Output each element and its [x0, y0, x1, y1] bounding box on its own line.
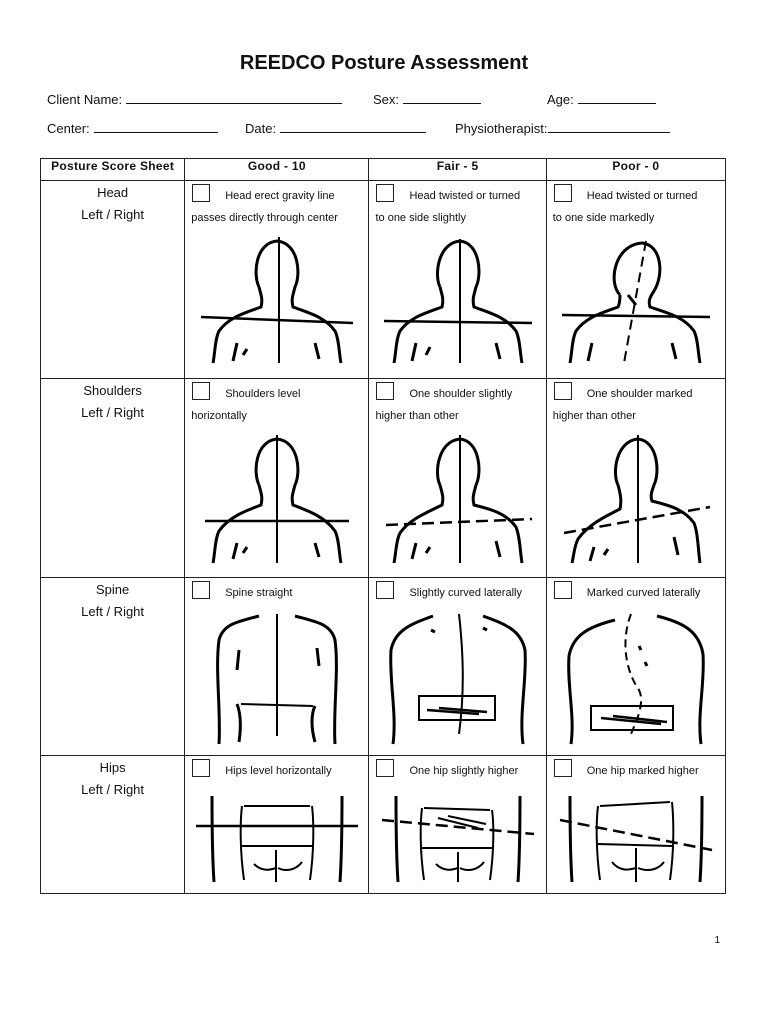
- physiotherapist-line[interactable]: [548, 120, 670, 133]
- cell-shoulders-fair: [369, 379, 546, 578]
- table-row-hips: [41, 756, 726, 894]
- checkbox-shoulders-fair[interactable]: [376, 382, 394, 400]
- age-field[interactable]: [547, 91, 656, 107]
- cell-text-line1: Marked curved laterally: [586, 587, 701, 599]
- cell-shoulders-good: [185, 379, 369, 578]
- checkbox-hips-good[interactable]: [192, 759, 210, 777]
- cell-text-line1: Spine straight: [225, 587, 293, 599]
- date-line[interactable]: [280, 120, 426, 133]
- sex-line[interactable]: [403, 91, 481, 104]
- cell-text-line1: One shoulder marked: [586, 388, 693, 400]
- center-line[interactable]: [94, 120, 218, 133]
- cell-spine-fair: [369, 578, 546, 756]
- table-header-row: [41, 159, 726, 181]
- row-title: Head: [97, 185, 129, 200]
- row-sublabel: Left / Right: [81, 604, 145, 619]
- age-label: Age:: [547, 92, 574, 107]
- sex-label: Sex:: [373, 92, 400, 107]
- cell-text-line1: Head erect gravity line: [225, 190, 335, 202]
- row-sublabel: Left / Right: [81, 782, 145, 797]
- cell-text-line1: One shoulder slightly: [409, 388, 513, 400]
- cell-text-line1: Hips level horizontally: [225, 765, 332, 777]
- cell-text-line1: One hip marked higher: [586, 765, 699, 777]
- page-number: 1: [714, 935, 720, 946]
- client-name-label: Client Name:: [47, 92, 123, 107]
- spine-poor-figure: [547, 610, 725, 750]
- cell-text-line2: higher than other: [552, 410, 636, 422]
- cell-text-line2: to one side markedly: [552, 212, 655, 224]
- head-good-figure: [185, 235, 368, 365]
- spine-fair-figure: [369, 610, 545, 750]
- cell-hips-fair: [369, 756, 546, 894]
- row-label-shoulders: [41, 379, 185, 578]
- date-field[interactable]: [245, 120, 426, 136]
- head-fair-figure: [369, 235, 545, 365]
- row-sublabel: Left / Right: [81, 405, 145, 420]
- cell-hips-good: [185, 756, 369, 894]
- checkbox-shoulders-good[interactable]: [192, 382, 210, 400]
- row-label-hips: [41, 756, 185, 894]
- checkbox-spine-fair[interactable]: [376, 581, 394, 599]
- client-name-field[interactable]: [47, 91, 342, 107]
- cell-hips-poor: [546, 756, 725, 894]
- row-title: Spine: [95, 582, 130, 597]
- header-poor: Poor - 0: [546, 159, 725, 181]
- cell-text-line2: horizontally: [191, 410, 247, 422]
- checkbox-head-poor[interactable]: [554, 184, 572, 202]
- table-row-shoulders: [41, 379, 726, 578]
- cell-text-line2: passes directly through center: [191, 212, 338, 224]
- cell-text-line2: to one side slightly: [375, 212, 466, 224]
- shoulders-fair-figure: [369, 433, 545, 565]
- header-score-sheet: Posture Score Sheet: [41, 159, 185, 181]
- hips-good-figure: [185, 792, 368, 886]
- client-name-line[interactable]: [126, 91, 342, 104]
- physiotherapist-label: Physiotherapist:: [455, 121, 548, 136]
- cell-text-line1: Shoulders level: [225, 388, 301, 400]
- hips-poor-figure: [547, 792, 725, 886]
- hips-fair-figure: [369, 792, 545, 886]
- spine-good-figure: [185, 610, 368, 750]
- cell-head-poor: [546, 181, 725, 379]
- row-label-head: [41, 181, 185, 379]
- cell-head-good: [185, 181, 369, 379]
- row-label-spine: [41, 578, 185, 756]
- shoulders-good-figure: [185, 433, 368, 565]
- physiotherapist-field[interactable]: [455, 120, 670, 136]
- cell-spine-poor: [546, 578, 725, 756]
- cell-head-fair: [369, 181, 546, 379]
- head-poor-figure: [547, 235, 725, 365]
- cell-text-line1: Head twisted or turned: [409, 190, 521, 202]
- posture-score-table: [40, 158, 726, 894]
- table-row-spine: [41, 578, 726, 756]
- checkbox-hips-fair[interactable]: [376, 759, 394, 777]
- row-title: Shoulders: [83, 383, 142, 398]
- date-label: Date:: [245, 121, 277, 136]
- cell-text-line2: higher than other: [375, 410, 459, 422]
- table-row-head: [41, 181, 726, 379]
- row-title: Hips: [99, 760, 126, 775]
- checkbox-spine-good[interactable]: [192, 581, 210, 599]
- row-sublabel: Left / Right: [81, 207, 145, 222]
- header-fair: Fair - 5: [369, 159, 546, 181]
- checkbox-hips-poor[interactable]: [554, 759, 572, 777]
- sex-field[interactable]: [373, 91, 481, 107]
- checkbox-shoulders-poor[interactable]: [554, 382, 572, 400]
- checkbox-head-fair[interactable]: [376, 184, 394, 202]
- cell-text-line1: One hip slightly higher: [409, 765, 519, 777]
- center-label: Center:: [47, 121, 90, 136]
- header-good: Good - 10: [185, 159, 369, 181]
- checkbox-spine-poor[interactable]: [554, 581, 572, 599]
- cell-shoulders-poor: [546, 379, 725, 578]
- shoulders-poor-figure: [547, 433, 725, 565]
- cell-spine-good: [185, 578, 369, 756]
- page-title: REEDCO Posture Assessment: [239, 52, 529, 74]
- cell-text-line1: Slightly curved laterally: [409, 587, 522, 599]
- age-line[interactable]: [578, 91, 656, 104]
- center-field[interactable]: [47, 120, 218, 136]
- checkbox-head-good[interactable]: [192, 184, 210, 202]
- cell-text-line1: Head twisted or turned: [586, 190, 698, 202]
